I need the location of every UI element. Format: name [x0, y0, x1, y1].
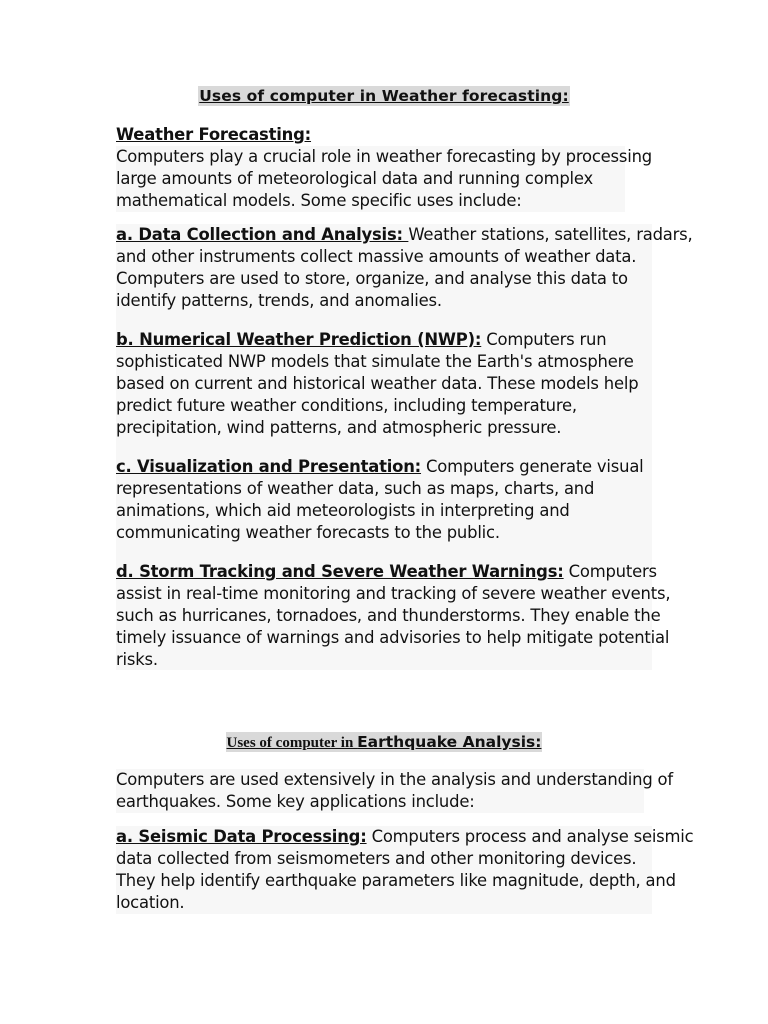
item-text: Computers	[563, 562, 657, 581]
item-text: location.	[116, 893, 185, 912]
item-text: representations of weather data, such as maps, charts, and	[116, 479, 595, 498]
item-text: assist in real-time monitoring and tracking of severe weather events,	[116, 584, 671, 603]
item-text: and other instruments collect massive amounts of weather data.	[116, 247, 637, 266]
item-text: risks.	[116, 650, 158, 669]
weather-intro-paragraph	[116, 146, 652, 212]
intro-line: mathematical models. Some specific uses include:	[116, 191, 522, 210]
item-lead: a. Data Collection and Analysis:	[116, 225, 409, 244]
item-text: predict future weather conditions, including temperature,	[116, 396, 577, 415]
intro-line: earthquakes. Some key applications include:	[116, 792, 475, 811]
weather-heading-text: Uses of computer in Weather forecasting:	[199, 87, 569, 105]
list-item-seismic-processing	[116, 826, 694, 914]
earthquake-heading-prefix: Uses of computer in	[226, 735, 358, 751]
item-text: timely issuance of warnings and advisories to help mitigate potential	[116, 628, 670, 647]
intro-line: large amounts of meteorological data and running complex	[116, 169, 593, 188]
list-item-storm-tracking	[116, 561, 671, 671]
item-text: Weather stations, satellites, radars,	[408, 225, 693, 244]
item-lead: b. Numerical Weather Prediction (NWP):	[116, 330, 482, 349]
intro-line: Computers play a crucial role in weather forecasting by processing	[116, 147, 652, 166]
list-item-nwp	[116, 329, 652, 439]
item-lead: a. Seismic Data Processing:	[116, 827, 367, 846]
item-text: based on current and historical weather data. These models help	[116, 374, 639, 393]
item-lead: c. Visualization and Presentation:	[116, 457, 422, 476]
earthquake-uses-list	[116, 826, 694, 914]
item-lead: d. Storm Tracking and Severe Weather Warnings:	[116, 562, 564, 581]
item-text: Computers process and analyse seismic	[366, 827, 694, 846]
item-text: They help identify earthquake parameters like magnitude, depth, and	[116, 871, 676, 890]
weather-uses-list	[116, 224, 693, 670]
item-text: Computers generate visual	[421, 457, 644, 476]
item-text: data collected from seismometers and other monitoring devices.	[116, 849, 637, 868]
item-text: precipitation, wind patterns, and atmospheric pressure.	[116, 418, 562, 437]
item-text: such as hurricanes, tornadoes, and thunderstorms. They enable the	[116, 606, 661, 625]
item-text: identify patterns, trends, and anomalies.	[116, 291, 442, 310]
earthquake-heading-title: Earthquake Analysis:	[357, 733, 542, 751]
item-text: animations, which aid meteorologists in interpreting and	[116, 501, 570, 520]
earthquake-heading	[0, 733, 768, 752]
item-text: Computers are used to store, organize, and analyse this data to	[116, 269, 628, 288]
list-item-data-collection	[116, 224, 693, 312]
item-text: communicating weather forecasts to the public.	[116, 523, 500, 542]
list-item-visualization	[116, 456, 652, 544]
item-text: sophisticated NWP models that simulate the Earth's atmosphere	[116, 352, 634, 371]
weather-forecasting-subheading: Weather Forecasting:	[116, 125, 312, 144]
earthquake-intro-paragraph	[116, 769, 673, 813]
intro-line: Computers are used extensively in the analysis and understanding of	[116, 770, 673, 789]
item-text: Computers run	[481, 330, 607, 349]
weather-heading	[0, 87, 768, 105]
